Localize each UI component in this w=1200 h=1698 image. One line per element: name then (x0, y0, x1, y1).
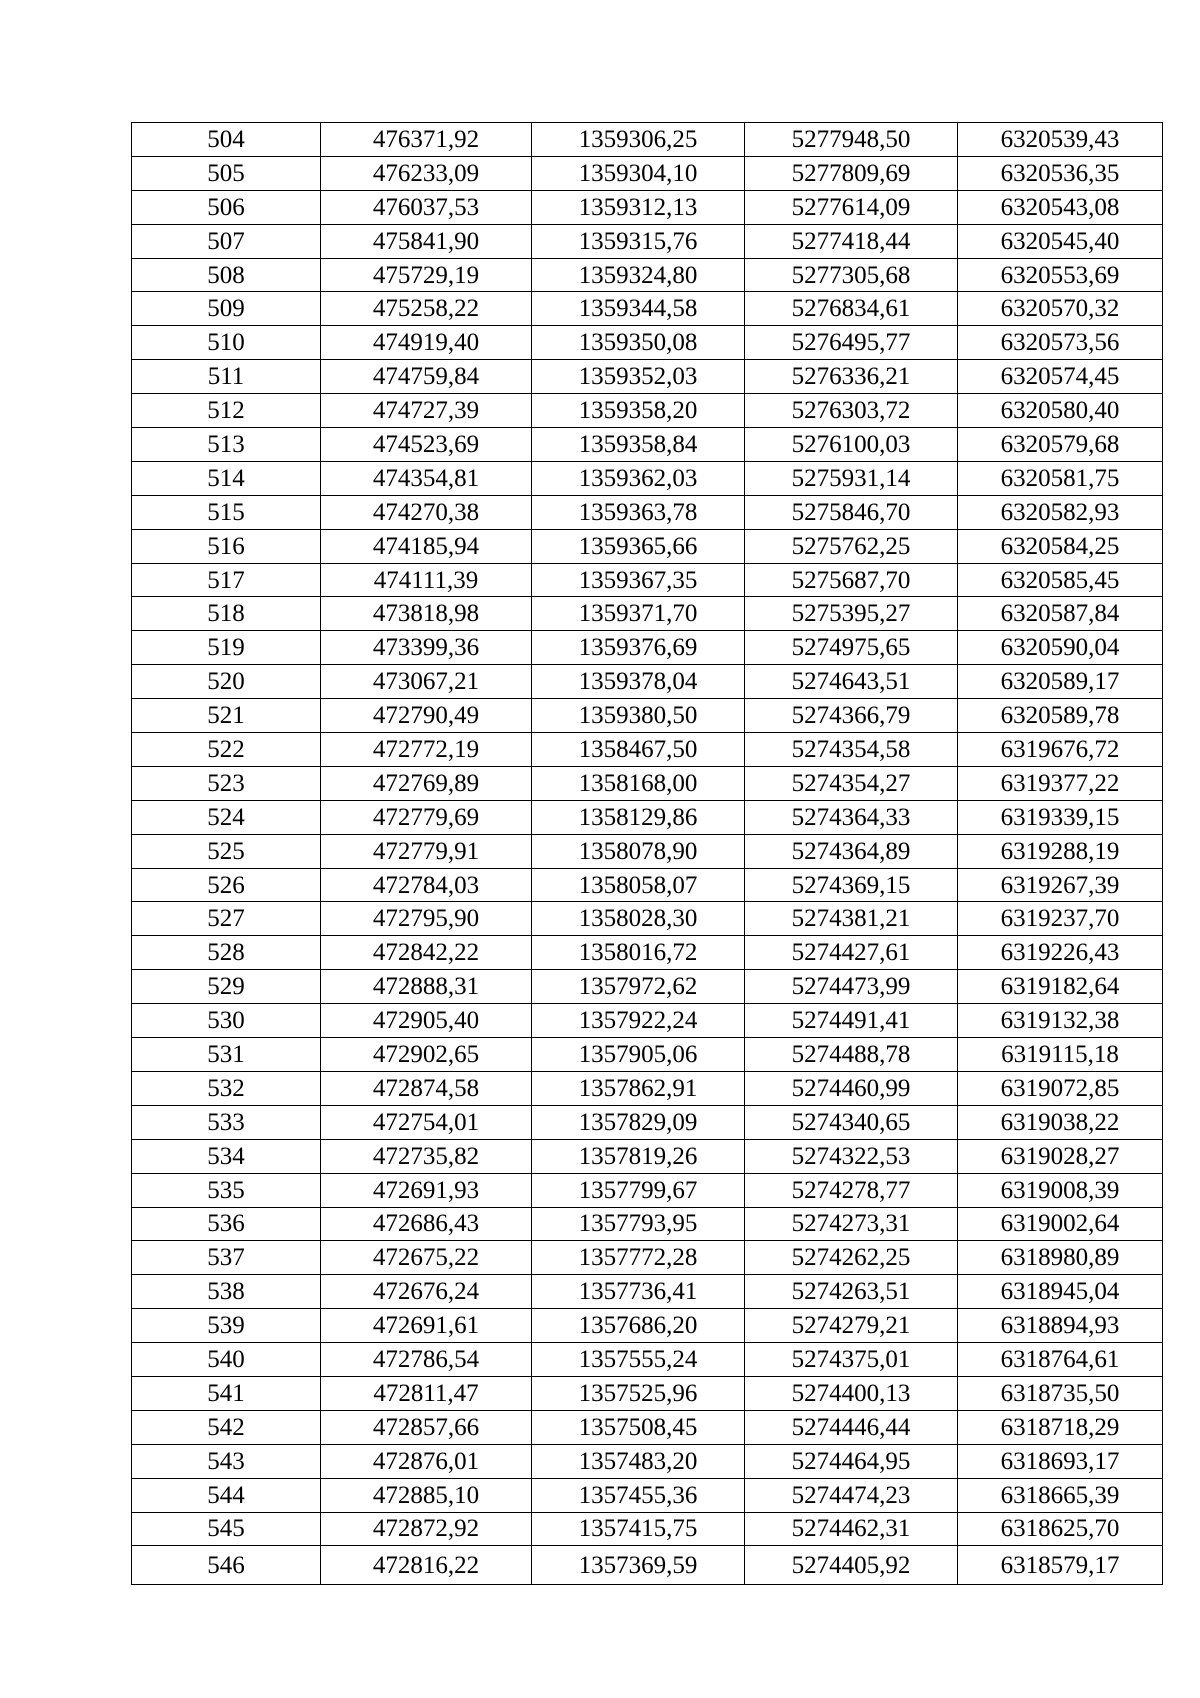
coord-cell: 476371,92 (321, 123, 532, 157)
coord-cell: 1357799,67 (532, 1173, 745, 1207)
coord-cell: 1358129,86 (532, 800, 745, 834)
point-number-cell: 508 (132, 258, 321, 292)
coord-cell: 6318625,70 (958, 1512, 1163, 1546)
coord-cell: 5274263,51 (745, 1275, 958, 1309)
table-row (132, 1071, 1163, 1105)
table-body (132, 123, 1163, 1585)
coord-cell: 1357862,91 (532, 1071, 745, 1105)
table-row (132, 1038, 1163, 1072)
coord-cell: 6319237,70 (958, 902, 1163, 936)
point-number-cell: 527 (132, 902, 321, 936)
point-number-cell: 542 (132, 1410, 321, 1444)
table-row (132, 665, 1163, 699)
coord-cell: 472676,24 (321, 1275, 532, 1309)
table-row (132, 1343, 1163, 1377)
coord-cell: 472779,69 (321, 800, 532, 834)
coord-cell: 5274262,25 (745, 1241, 958, 1275)
point-number-cell: 540 (132, 1343, 321, 1377)
table-row (132, 1444, 1163, 1478)
coord-cell: 1357972,62 (532, 970, 745, 1004)
coord-cell: 6319008,39 (958, 1173, 1163, 1207)
coord-cell: 472874,58 (321, 1071, 532, 1105)
table-row (132, 461, 1163, 495)
coord-cell: 1358467,50 (532, 733, 745, 767)
coord-cell: 6318718,29 (958, 1410, 1163, 1444)
coord-cell: 472905,40 (321, 1004, 532, 1038)
coord-cell: 5274340,65 (745, 1105, 958, 1139)
coord-cell: 472675,22 (321, 1241, 532, 1275)
coord-cell: 1359312,13 (532, 190, 745, 224)
coord-cell: 473399,36 (321, 631, 532, 665)
point-number-cell: 534 (132, 1139, 321, 1173)
point-number-cell: 524 (132, 800, 321, 834)
table-row (132, 156, 1163, 190)
coord-cell: 6320581,75 (958, 461, 1163, 495)
coord-cell: 472784,03 (321, 868, 532, 902)
coord-cell: 1359306,25 (532, 123, 745, 157)
coord-cell: 6320585,45 (958, 563, 1163, 597)
coord-cell: 5274364,89 (745, 834, 958, 868)
table-row (132, 428, 1163, 462)
coord-cell: 5275687,70 (745, 563, 958, 597)
coord-cell: 6318735,50 (958, 1376, 1163, 1410)
point-number-cell: 519 (132, 631, 321, 665)
coord-cell: 5277614,09 (745, 190, 958, 224)
table-row (132, 1105, 1163, 1139)
point-number-cell: 514 (132, 461, 321, 495)
table-row (132, 495, 1163, 529)
coord-cell: 5276495,77 (745, 326, 958, 360)
coord-cell: 475841,90 (321, 224, 532, 258)
coord-cell: 6320590,04 (958, 631, 1163, 665)
table-row (132, 190, 1163, 224)
coord-cell: 472876,01 (321, 1444, 532, 1478)
table-row (132, 631, 1163, 665)
coord-cell: 1359315,76 (532, 224, 745, 258)
coord-cell: 1359376,69 (532, 631, 745, 665)
point-number-cell: 528 (132, 936, 321, 970)
coord-cell: 475258,22 (321, 292, 532, 326)
coord-cell: 6320553,69 (958, 258, 1163, 292)
table-row (132, 868, 1163, 902)
coord-cell: 1357793,95 (532, 1207, 745, 1241)
coord-cell: 6319072,85 (958, 1071, 1163, 1105)
table-row (132, 597, 1163, 631)
coord-cell: 1359350,08 (532, 326, 745, 360)
coord-cell: 474919,40 (321, 326, 532, 360)
coord-cell: 5275846,70 (745, 495, 958, 529)
point-number-cell: 538 (132, 1275, 321, 1309)
point-number-cell: 531 (132, 1038, 321, 1072)
coord-cell: 6319288,19 (958, 834, 1163, 868)
coord-cell: 474523,69 (321, 428, 532, 462)
coord-cell: 5274364,33 (745, 800, 958, 834)
coord-cell: 472772,19 (321, 733, 532, 767)
coord-cell: 5274405,92 (745, 1546, 958, 1585)
coord-cell: 5276100,03 (745, 428, 958, 462)
coord-cell: 5274273,31 (745, 1207, 958, 1241)
coord-cell: 1358058,07 (532, 868, 745, 902)
coord-cell: 6319002,64 (958, 1207, 1163, 1241)
table-row (132, 1173, 1163, 1207)
coord-cell: 1358028,30 (532, 902, 745, 936)
table-row (132, 1309, 1163, 1343)
coord-cell: 6319028,27 (958, 1139, 1163, 1173)
coord-cell: 1357415,75 (532, 1512, 745, 1546)
coord-cell: 5274354,58 (745, 733, 958, 767)
coord-cell: 5274278,77 (745, 1173, 958, 1207)
coord-cell: 6318665,39 (958, 1478, 1163, 1512)
coord-cell: 6320589,78 (958, 699, 1163, 733)
coord-cell: 473067,21 (321, 665, 532, 699)
coord-cell: 6320582,93 (958, 495, 1163, 529)
coord-cell: 1357525,96 (532, 1376, 745, 1410)
coord-cell: 5274381,21 (745, 902, 958, 936)
point-number-cell: 533 (132, 1105, 321, 1139)
coord-cell: 1359363,78 (532, 495, 745, 529)
coord-cell: 6320570,32 (958, 292, 1163, 326)
table-row (132, 834, 1163, 868)
table-row (132, 394, 1163, 428)
coord-cell: 5276834,61 (745, 292, 958, 326)
coord-cell: 473818,98 (321, 597, 532, 631)
table-row (132, 1139, 1163, 1173)
point-number-cell: 518 (132, 597, 321, 631)
coord-cell: 5274473,99 (745, 970, 958, 1004)
coord-cell: 5276303,72 (745, 394, 958, 428)
coord-cell: 6320574,45 (958, 360, 1163, 394)
coord-cell: 472885,10 (321, 1478, 532, 1512)
coord-cell: 1359358,20 (532, 394, 745, 428)
coord-cell: 1357819,26 (532, 1139, 745, 1173)
table-row (132, 800, 1163, 834)
table-row (132, 1376, 1163, 1410)
table-row (132, 292, 1163, 326)
coord-cell: 1359352,03 (532, 360, 745, 394)
coord-cell: 6319267,39 (958, 868, 1163, 902)
coord-cell: 1359380,50 (532, 699, 745, 733)
coord-cell: 5275762,25 (745, 529, 958, 563)
coord-cell: 1357922,24 (532, 1004, 745, 1038)
coord-cell: 5274369,15 (745, 868, 958, 902)
point-number-cell: 543 (132, 1444, 321, 1478)
table-row (132, 1207, 1163, 1241)
coord-cell: 1359378,04 (532, 665, 745, 699)
coord-cell: 6320545,40 (958, 224, 1163, 258)
coord-cell: 5274460,99 (745, 1071, 958, 1105)
point-number-cell: 532 (132, 1071, 321, 1105)
coord-cell: 6318945,04 (958, 1275, 1163, 1309)
coord-cell: 6318693,17 (958, 1444, 1163, 1478)
table-row (132, 970, 1163, 1004)
coord-cell: 472691,93 (321, 1173, 532, 1207)
coord-cell: 472811,47 (321, 1376, 532, 1410)
point-number-cell: 529 (132, 970, 321, 1004)
coord-cell: 5274446,44 (745, 1410, 958, 1444)
coord-cell: 476037,53 (321, 190, 532, 224)
coord-cell: 5274375,01 (745, 1343, 958, 1377)
coord-cell: 472686,43 (321, 1207, 532, 1241)
table-row (132, 766, 1163, 800)
coord-cell: 1357508,45 (532, 1410, 745, 1444)
coord-cell: 6320543,08 (958, 190, 1163, 224)
coord-cell: 1358168,00 (532, 766, 745, 800)
coord-cell: 472888,31 (321, 970, 532, 1004)
point-number-cell: 537 (132, 1241, 321, 1275)
coord-cell: 6320539,43 (958, 123, 1163, 157)
coord-cell: 1359367,35 (532, 563, 745, 597)
coord-cell: 5277809,69 (745, 156, 958, 190)
coord-cell: 5274464,95 (745, 1444, 958, 1478)
table-row (132, 1275, 1163, 1309)
coord-cell: 1357369,59 (532, 1546, 745, 1585)
coordinates-table (131, 122, 1163, 1585)
point-number-cell: 525 (132, 834, 321, 868)
coord-cell: 5274975,65 (745, 631, 958, 665)
coord-cell: 6320580,40 (958, 394, 1163, 428)
table-row (132, 902, 1163, 936)
point-number-cell: 526 (132, 868, 321, 902)
coord-cell: 6319339,15 (958, 800, 1163, 834)
coord-cell: 474111,39 (321, 563, 532, 597)
point-number-cell: 510 (132, 326, 321, 360)
coord-cell: 6320536,35 (958, 156, 1163, 190)
coord-cell: 1357555,24 (532, 1343, 745, 1377)
coord-cell: 1359365,66 (532, 529, 745, 563)
table-row (132, 733, 1163, 767)
coord-cell: 6319226,43 (958, 936, 1163, 970)
coord-cell: 5274491,41 (745, 1004, 958, 1038)
coord-cell: 475729,19 (321, 258, 532, 292)
table-row (132, 1410, 1163, 1444)
coord-cell: 1359344,58 (532, 292, 745, 326)
coord-cell: 1357686,20 (532, 1309, 745, 1343)
point-number-cell: 539 (132, 1309, 321, 1343)
coord-cell: 6320573,56 (958, 326, 1163, 360)
point-number-cell: 505 (132, 156, 321, 190)
coord-cell: 6320589,17 (958, 665, 1163, 699)
coord-cell: 472857,66 (321, 1410, 532, 1444)
coord-cell: 472754,01 (321, 1105, 532, 1139)
table-row (132, 258, 1163, 292)
coord-cell: 5274366,79 (745, 699, 958, 733)
table-row (132, 360, 1163, 394)
coord-cell: 5275931,14 (745, 461, 958, 495)
coord-cell: 474354,81 (321, 461, 532, 495)
coord-cell: 1359324,80 (532, 258, 745, 292)
point-number-cell: 507 (132, 224, 321, 258)
table-row (132, 1512, 1163, 1546)
point-number-cell: 545 (132, 1512, 321, 1546)
coord-cell: 1359362,03 (532, 461, 745, 495)
point-number-cell: 523 (132, 766, 321, 800)
coord-cell: 472769,89 (321, 766, 532, 800)
coord-cell: 472902,65 (321, 1038, 532, 1072)
point-number-cell: 512 (132, 394, 321, 428)
coord-cell: 6318894,93 (958, 1309, 1163, 1343)
coord-cell: 5274400,13 (745, 1376, 958, 1410)
coord-cell: 1357736,41 (532, 1275, 745, 1309)
coord-cell: 6319182,64 (958, 970, 1163, 1004)
point-number-cell: 515 (132, 495, 321, 529)
point-number-cell: 535 (132, 1173, 321, 1207)
coord-cell: 6318980,89 (958, 1241, 1163, 1275)
coord-cell: 5277305,68 (745, 258, 958, 292)
coord-cell: 1357905,06 (532, 1038, 745, 1072)
coord-cell: 5277418,44 (745, 224, 958, 258)
coord-cell: 472691,61 (321, 1309, 532, 1343)
coord-cell: 5274427,61 (745, 936, 958, 970)
point-number-cell: 530 (132, 1004, 321, 1038)
point-number-cell: 516 (132, 529, 321, 563)
coord-cell: 474727,39 (321, 394, 532, 428)
coord-cell: 6318579,17 (958, 1546, 1163, 1585)
coord-cell: 6318764,61 (958, 1343, 1163, 1377)
table-row (132, 1241, 1163, 1275)
coord-cell: 5274474,23 (745, 1478, 958, 1512)
coord-cell: 472735,82 (321, 1139, 532, 1173)
point-number-cell: 536 (132, 1207, 321, 1241)
point-number-cell: 511 (132, 360, 321, 394)
coord-cell: 5274322,53 (745, 1139, 958, 1173)
table-row (132, 224, 1163, 258)
point-number-cell: 544 (132, 1478, 321, 1512)
coord-cell: 474270,38 (321, 495, 532, 529)
coord-cell: 5274643,51 (745, 665, 958, 699)
coord-cell: 472779,91 (321, 834, 532, 868)
coord-cell: 5277948,50 (745, 123, 958, 157)
table-row (132, 699, 1163, 733)
coord-cell: 476233,09 (321, 156, 532, 190)
coord-cell: 6319115,18 (958, 1038, 1163, 1072)
coord-cell: 6319038,22 (958, 1105, 1163, 1139)
point-number-cell: 520 (132, 665, 321, 699)
coord-cell: 6319132,38 (958, 1004, 1163, 1038)
coord-cell: 1357829,09 (532, 1105, 745, 1139)
point-number-cell: 521 (132, 699, 321, 733)
coord-cell: 6320579,68 (958, 428, 1163, 462)
table-row (132, 123, 1163, 157)
coord-cell: 1359371,70 (532, 597, 745, 631)
coord-cell: 1357483,20 (532, 1444, 745, 1478)
coord-cell: 472872,92 (321, 1512, 532, 1546)
coord-cell: 5276336,21 (745, 360, 958, 394)
coord-cell: 474185,94 (321, 529, 532, 563)
coord-cell: 1357455,36 (532, 1478, 745, 1512)
coord-cell: 472790,49 (321, 699, 532, 733)
coord-cell: 6320584,25 (958, 529, 1163, 563)
coord-cell: 6319377,22 (958, 766, 1163, 800)
point-number-cell: 513 (132, 428, 321, 462)
coord-cell: 1359358,84 (532, 428, 745, 462)
coord-cell: 1358016,72 (532, 936, 745, 970)
table-row (132, 1004, 1163, 1038)
coord-cell: 1358078,90 (532, 834, 745, 868)
coord-cell: 5274279,21 (745, 1309, 958, 1343)
point-number-cell: 506 (132, 190, 321, 224)
table-row (132, 1546, 1163, 1585)
coord-cell: 5274488,78 (745, 1038, 958, 1072)
point-number-cell: 504 (132, 123, 321, 157)
table-row (132, 529, 1163, 563)
coord-cell: 6320587,84 (958, 597, 1163, 631)
coord-cell: 472842,22 (321, 936, 532, 970)
point-number-cell: 546 (132, 1546, 321, 1585)
table-row (132, 1478, 1163, 1512)
point-number-cell: 541 (132, 1376, 321, 1410)
coord-cell: 5274462,31 (745, 1512, 958, 1546)
coord-cell: 5275395,27 (745, 597, 958, 631)
coord-cell: 1357772,28 (532, 1241, 745, 1275)
table-row (132, 326, 1163, 360)
point-number-cell: 517 (132, 563, 321, 597)
point-number-cell: 509 (132, 292, 321, 326)
coord-cell: 472795,90 (321, 902, 532, 936)
coord-cell: 472786,54 (321, 1343, 532, 1377)
coord-cell: 472816,22 (321, 1546, 532, 1585)
coord-cell: 6319676,72 (958, 733, 1163, 767)
coord-cell: 5274354,27 (745, 766, 958, 800)
coord-cell: 1359304,10 (532, 156, 745, 190)
table-row (132, 936, 1163, 970)
coord-cell: 474759,84 (321, 360, 532, 394)
table-row (132, 563, 1163, 597)
point-number-cell: 522 (132, 733, 321, 767)
